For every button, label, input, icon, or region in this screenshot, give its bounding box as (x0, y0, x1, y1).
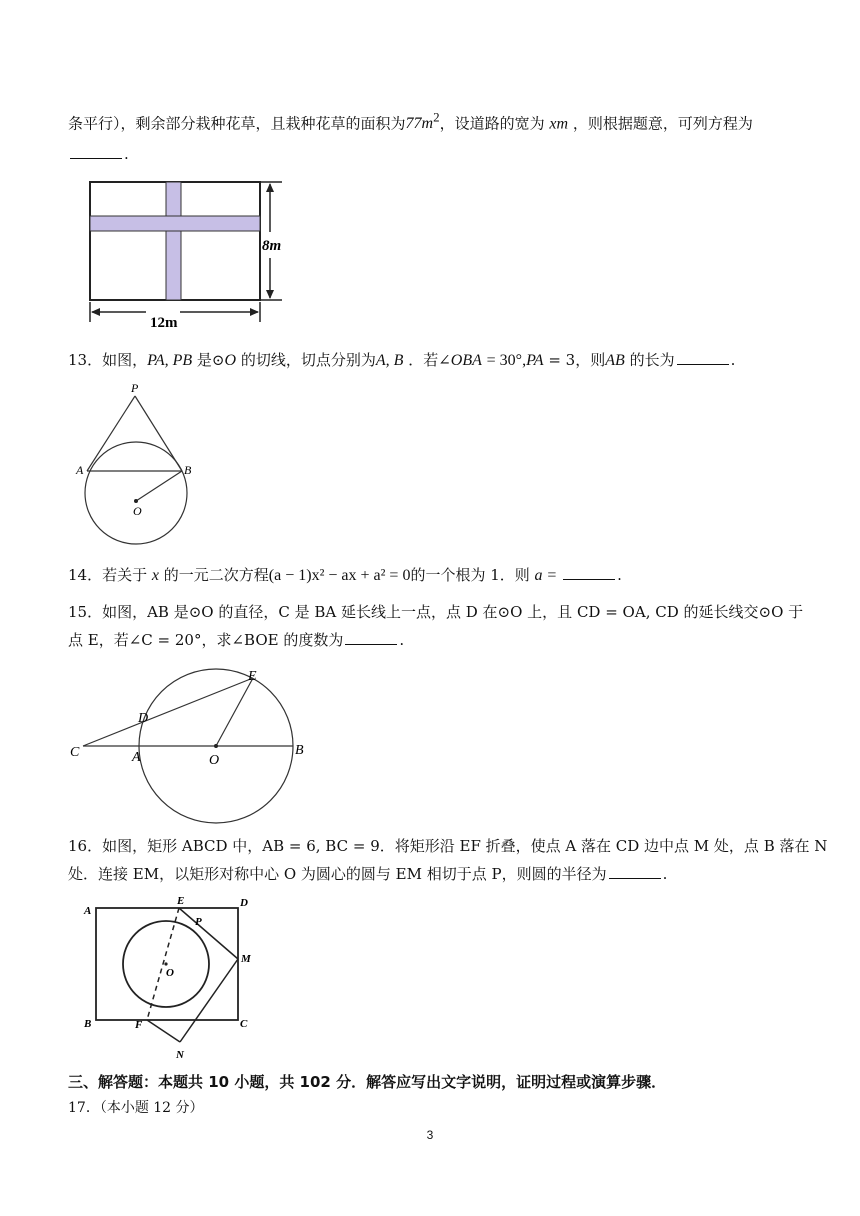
q12-figure (84, 174, 294, 334)
q12-arrowhead-up (266, 183, 274, 192)
q16-label-e: E (177, 895, 185, 907)
q12-answer-blank[interactable] (70, 144, 122, 159)
q14-number: 14． (68, 566, 103, 584)
q15-number: 15． (68, 603, 103, 621)
q15-label-e: E (248, 669, 257, 684)
q12-arrowhead-down (266, 290, 274, 299)
q12-height-label: 8m (262, 238, 282, 254)
q12-vertical-road (166, 182, 181, 300)
q13-angle: OBA (450, 352, 482, 369)
q16-text-2: 处．连接 EM，以矩形对称中心 O 为圆心的圆与 EM 相切于点 P，则圆的半径为 (68, 865, 607, 883)
q12-var: xm (549, 115, 569, 133)
page-number: 3 (426, 1128, 434, 1142)
section-3-heading: 三、解答题：本题共 10 小题，共 102 分．解答应写出文字说明，证明过程或演算步骤． (68, 1073, 667, 1091)
q13-points: A, B (375, 352, 404, 369)
q16-end: . (662, 865, 668, 883)
q15-label-b: B (295, 743, 304, 758)
q12-area: $77m^2$ (405, 110, 440, 133)
q15-answer-blank[interactable] (345, 630, 397, 645)
q13-answer-blank[interactable] (677, 350, 729, 365)
q13-circle-o (85, 442, 187, 544)
q15-label-c: C (70, 745, 80, 760)
q12-arrowhead-left (91, 308, 100, 316)
q13-pa: PA (526, 352, 544, 369)
q14-text-a: 若关于 (102, 566, 148, 584)
q16-line2 (68, 864, 667, 884)
q13-label-o: O (133, 504, 142, 518)
q15-radius-oe (216, 678, 253, 746)
q15-label-a: A (132, 750, 141, 765)
q15-text-1: 如图，AB 是⊙O 的直径，C 是 BA 延长线上一点，点 D 在⊙O 上，且 CD = OA, CD 的延长线交⊙O 于 (102, 603, 804, 621)
q16-label-d: D (240, 897, 248, 909)
q15-line2 (68, 630, 404, 650)
q14-end: . (617, 566, 622, 584)
q15-figure (66, 662, 316, 824)
q16-center-dot (164, 962, 167, 965)
q16-label-a: A (84, 905, 92, 917)
q16-text-1: 如图，矩形 ABCD 中，AB = 6, BC = 9．将矩形沿 EF 折叠，使点 A 落在 CD 边中点 M 处，点 B 落在 N (102, 837, 828, 855)
q16-label-b: B (84, 1018, 92, 1030)
q12-width-label: 12m (150, 315, 178, 331)
q15-label-o: O (209, 753, 220, 768)
q13-label-p: P (131, 381, 139, 395)
q13-text-d: ．若∠ (408, 351, 451, 369)
q12-end: . (124, 145, 129, 163)
q13-text-g: 的长为 (629, 351, 675, 369)
q16-answer-blank[interactable] (609, 864, 661, 879)
q13-label-b: B (184, 463, 192, 477)
q14-a: a (534, 567, 543, 584)
q15-center-dot (214, 744, 218, 748)
q13-text-e: = 30°, (486, 352, 527, 369)
q13-radius-ob (136, 471, 182, 501)
q13-tangent-pb (135, 396, 182, 471)
q13-circle: O (224, 352, 237, 369)
q13-end: . (730, 351, 736, 369)
q16-line1 (68, 836, 827, 856)
q16-line-nf (147, 1020, 180, 1042)
q14-text-d: = (547, 567, 557, 584)
q12-text-b: ，设道路的宽为 (439, 114, 545, 133)
q12-text-c: ，则根据题意，可列方程为 (572, 114, 753, 133)
q17-heading: 17．（本小题 12 分） (68, 1100, 204, 1116)
q14-x: x (151, 567, 159, 584)
q14-line (68, 565, 622, 586)
q15-line-ce (83, 678, 253, 746)
q14-answer-blank[interactable] (563, 565, 615, 580)
q13-figure (72, 378, 202, 550)
q13-label-a: A (76, 463, 84, 477)
q12-line2 (68, 144, 129, 164)
q16-label-f: F (135, 1019, 143, 1031)
q16-fold-ef (147, 908, 179, 1020)
q13-center-dot (134, 499, 138, 503)
q14-text-b: 的一元二次方程 (163, 566, 269, 584)
q14-equation: (a − 1)x² − ax + a² = 0 (268, 567, 411, 584)
q16-number: 16． (68, 837, 103, 855)
q12-line1 (68, 108, 753, 134)
q16-line-em (179, 908, 238, 959)
q16-label-m: M (241, 953, 251, 965)
q16-label-o: O (166, 967, 174, 979)
q15-line1 (68, 602, 803, 622)
q15-end: . (399, 631, 405, 649)
q13-text-f: = 3，则 (548, 351, 606, 369)
q16-label-p: P (195, 916, 202, 928)
q12-horizontal-road (90, 216, 260, 231)
q13-tangent-pa (87, 396, 135, 471)
q13-line (68, 350, 735, 371)
q15-label-d: D (138, 711, 149, 726)
q13-tangents: PA, PB (147, 352, 193, 369)
q16-figure (80, 892, 280, 1064)
q13-number: 13． (68, 351, 103, 369)
q12-arrowhead-right (250, 308, 259, 316)
q13-text-c: 的切线，切点分别为 (240, 351, 376, 369)
q14-text-c: 的一个根为 1．则 (410, 566, 530, 584)
q13-text-b: 是⊙ (196, 351, 225, 369)
q16-label-c: C (240, 1018, 248, 1030)
q12-text-a: 条平行），剩余部分栽种花草，且栽种花草的面积为 (68, 114, 406, 133)
q13-text-a: 如图， (102, 351, 148, 369)
q16-label-n: N (176, 1049, 184, 1061)
q13-ab: AB (605, 352, 625, 369)
q15-text-2: 点 E，若∠C = 20°，求∠BOE 的度数为 (68, 631, 344, 649)
